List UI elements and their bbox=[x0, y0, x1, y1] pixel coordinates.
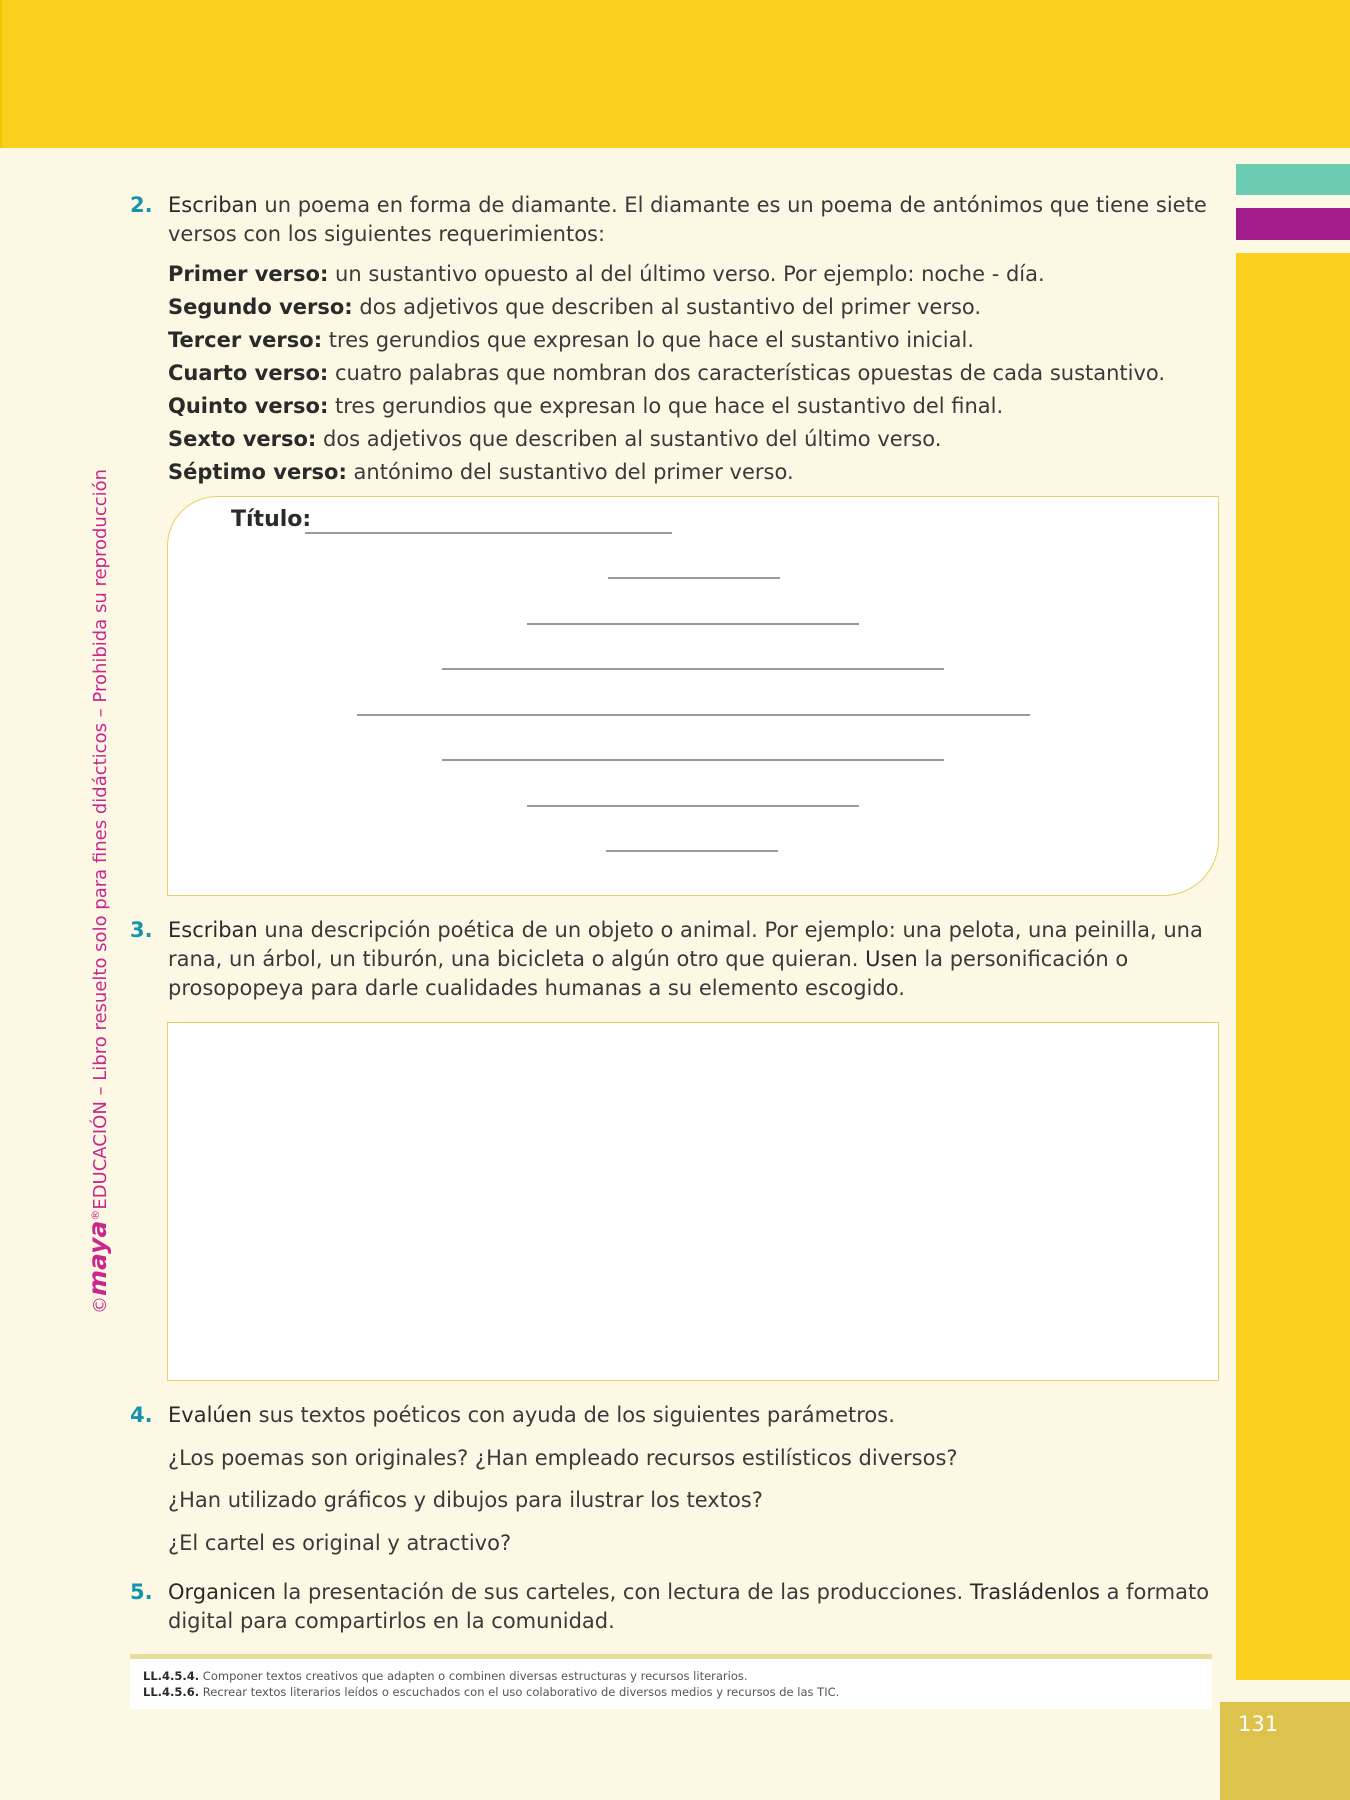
item-3-verb: Escriban bbox=[168, 918, 258, 942]
item-2-instruction bbox=[168, 191, 1218, 249]
item-2-number: 2. bbox=[130, 193, 153, 217]
verse-requirement: Tercer verso: tres gerundios que expresan lo que hace el sustantivo inicial. bbox=[168, 328, 974, 352]
section-tab-magenta bbox=[1236, 208, 1350, 240]
item-5-verb-2: Trasládenlos bbox=[969, 1580, 1100, 1604]
copyright-symbol: © bbox=[90, 1296, 111, 1314]
verse-write-line[interactable] bbox=[357, 714, 1030, 716]
verse-write-line[interactable] bbox=[442, 668, 944, 670]
copyright-banner bbox=[79, 468, 113, 1314]
verse-requirement: Quinto verso: tres gerundios que expresan lo que hace el sustantivo del final. bbox=[168, 394, 1004, 418]
right-sidebar-band bbox=[1236, 253, 1350, 1680]
title-label: Título: bbox=[231, 507, 312, 532]
top-color-band bbox=[0, 0, 1350, 148]
item-4-number: 4. bbox=[130, 1403, 153, 1427]
item-3-text-2: la personificación o prosopopeya para darle cualidades humanas a su elemento escogido. bbox=[168, 947, 1129, 1000]
item-5-verb: Organicen bbox=[168, 1580, 276, 1604]
item-3-instruction bbox=[168, 916, 1218, 1003]
item-4-instruction bbox=[168, 1401, 1218, 1430]
skill-footnote: LL.4.5.4. Componer textos creativos que adapten o combinen diversas estructuras y recursos literarios. bbox=[143, 1669, 748, 1683]
evaluation-question: ¿Han utilizado gráficos y dibujos para ilustrar los textos? bbox=[168, 1488, 763, 1512]
verse-write-line[interactable] bbox=[606, 850, 778, 852]
verse-write-line[interactable] bbox=[442, 759, 944, 761]
registered-mark: ® bbox=[89, 1209, 102, 1221]
section-tab-teal bbox=[1236, 164, 1350, 195]
brand-logo: maya bbox=[83, 1220, 112, 1296]
item-5-text: la presentación de sus carteles, con lectura de las producciones. bbox=[275, 1580, 970, 1604]
diamond-poem-box[interactable] bbox=[167, 496, 1219, 896]
verse-requirement: Séptimo verso: antónimo del sustantivo del primer verso. bbox=[168, 460, 794, 484]
title-write-line[interactable] bbox=[305, 532, 672, 534]
verse-write-line[interactable] bbox=[527, 805, 859, 807]
item-5-text-2: a formato digital para compartirlos en la comunidad. bbox=[168, 1580, 1210, 1633]
verse-requirement: Sexto verso: dos adjetivos que describen al sustantivo del último verso. bbox=[168, 427, 942, 451]
page-number: 131 bbox=[1238, 1712, 1279, 1736]
top-band-edge bbox=[0, 0, 2, 148]
copyright-text: EDUCACIÓN – Libro resuelto solo para fines didácticos – Prohibida su reproducción bbox=[90, 468, 111, 1210]
item-3-verb-2: Usen bbox=[865, 947, 918, 971]
item-3-number: 3. bbox=[130, 918, 153, 942]
verse-requirement: Cuarto verso: cuatro palabras que nombran dos características opuestas de cada sustantivo. bbox=[168, 361, 1166, 385]
item-3-text: una descripción poética de un objeto o animal. Por ejemplo: una pelota, una peinilla, una rana, un árbol, un tiburón, una bicicleta o algún otro que quieran. bbox=[168, 918, 1203, 971]
description-answer-box[interactable] bbox=[167, 1022, 1219, 1381]
skill-footnote: LL.4.5.6. Recrear textos literarios leídos o escuchados con el uso colaborativo de diversos medios y recursos de las TIC. bbox=[143, 1685, 840, 1699]
item-4-verb: Evalúen bbox=[168, 1403, 252, 1427]
verse-requirement: Segundo verso: dos adjetivos que describen al sustantivo del primer verso. bbox=[168, 295, 982, 319]
verse-requirement: Primer verso: un sustantivo opuesto al del último verso. Por ejemplo: noche - día. bbox=[168, 262, 1045, 286]
verse-write-line[interactable] bbox=[608, 577, 780, 579]
verse-write-line[interactable] bbox=[527, 623, 859, 625]
item-4-text: sus textos poéticos con ayuda de los siguientes parámetros. bbox=[251, 1403, 895, 1427]
evaluation-question: ¿Los poemas son originales? ¿Han empleado recursos estilísticos diversos? bbox=[168, 1446, 958, 1470]
item-2-verb: Escriban bbox=[168, 193, 258, 217]
evaluation-question: ¿El cartel es original y atractivo? bbox=[168, 1531, 512, 1555]
item-5-number: 5. bbox=[130, 1580, 153, 1604]
item-5-instruction bbox=[168, 1578, 1218, 1636]
verse-requirements bbox=[168, 258, 1218, 489]
item-2-text: un poema en forma de diamante. El diamante es un poema de antónimos que tiene siete versos con los siguientes requerimientos: bbox=[168, 193, 1207, 246]
